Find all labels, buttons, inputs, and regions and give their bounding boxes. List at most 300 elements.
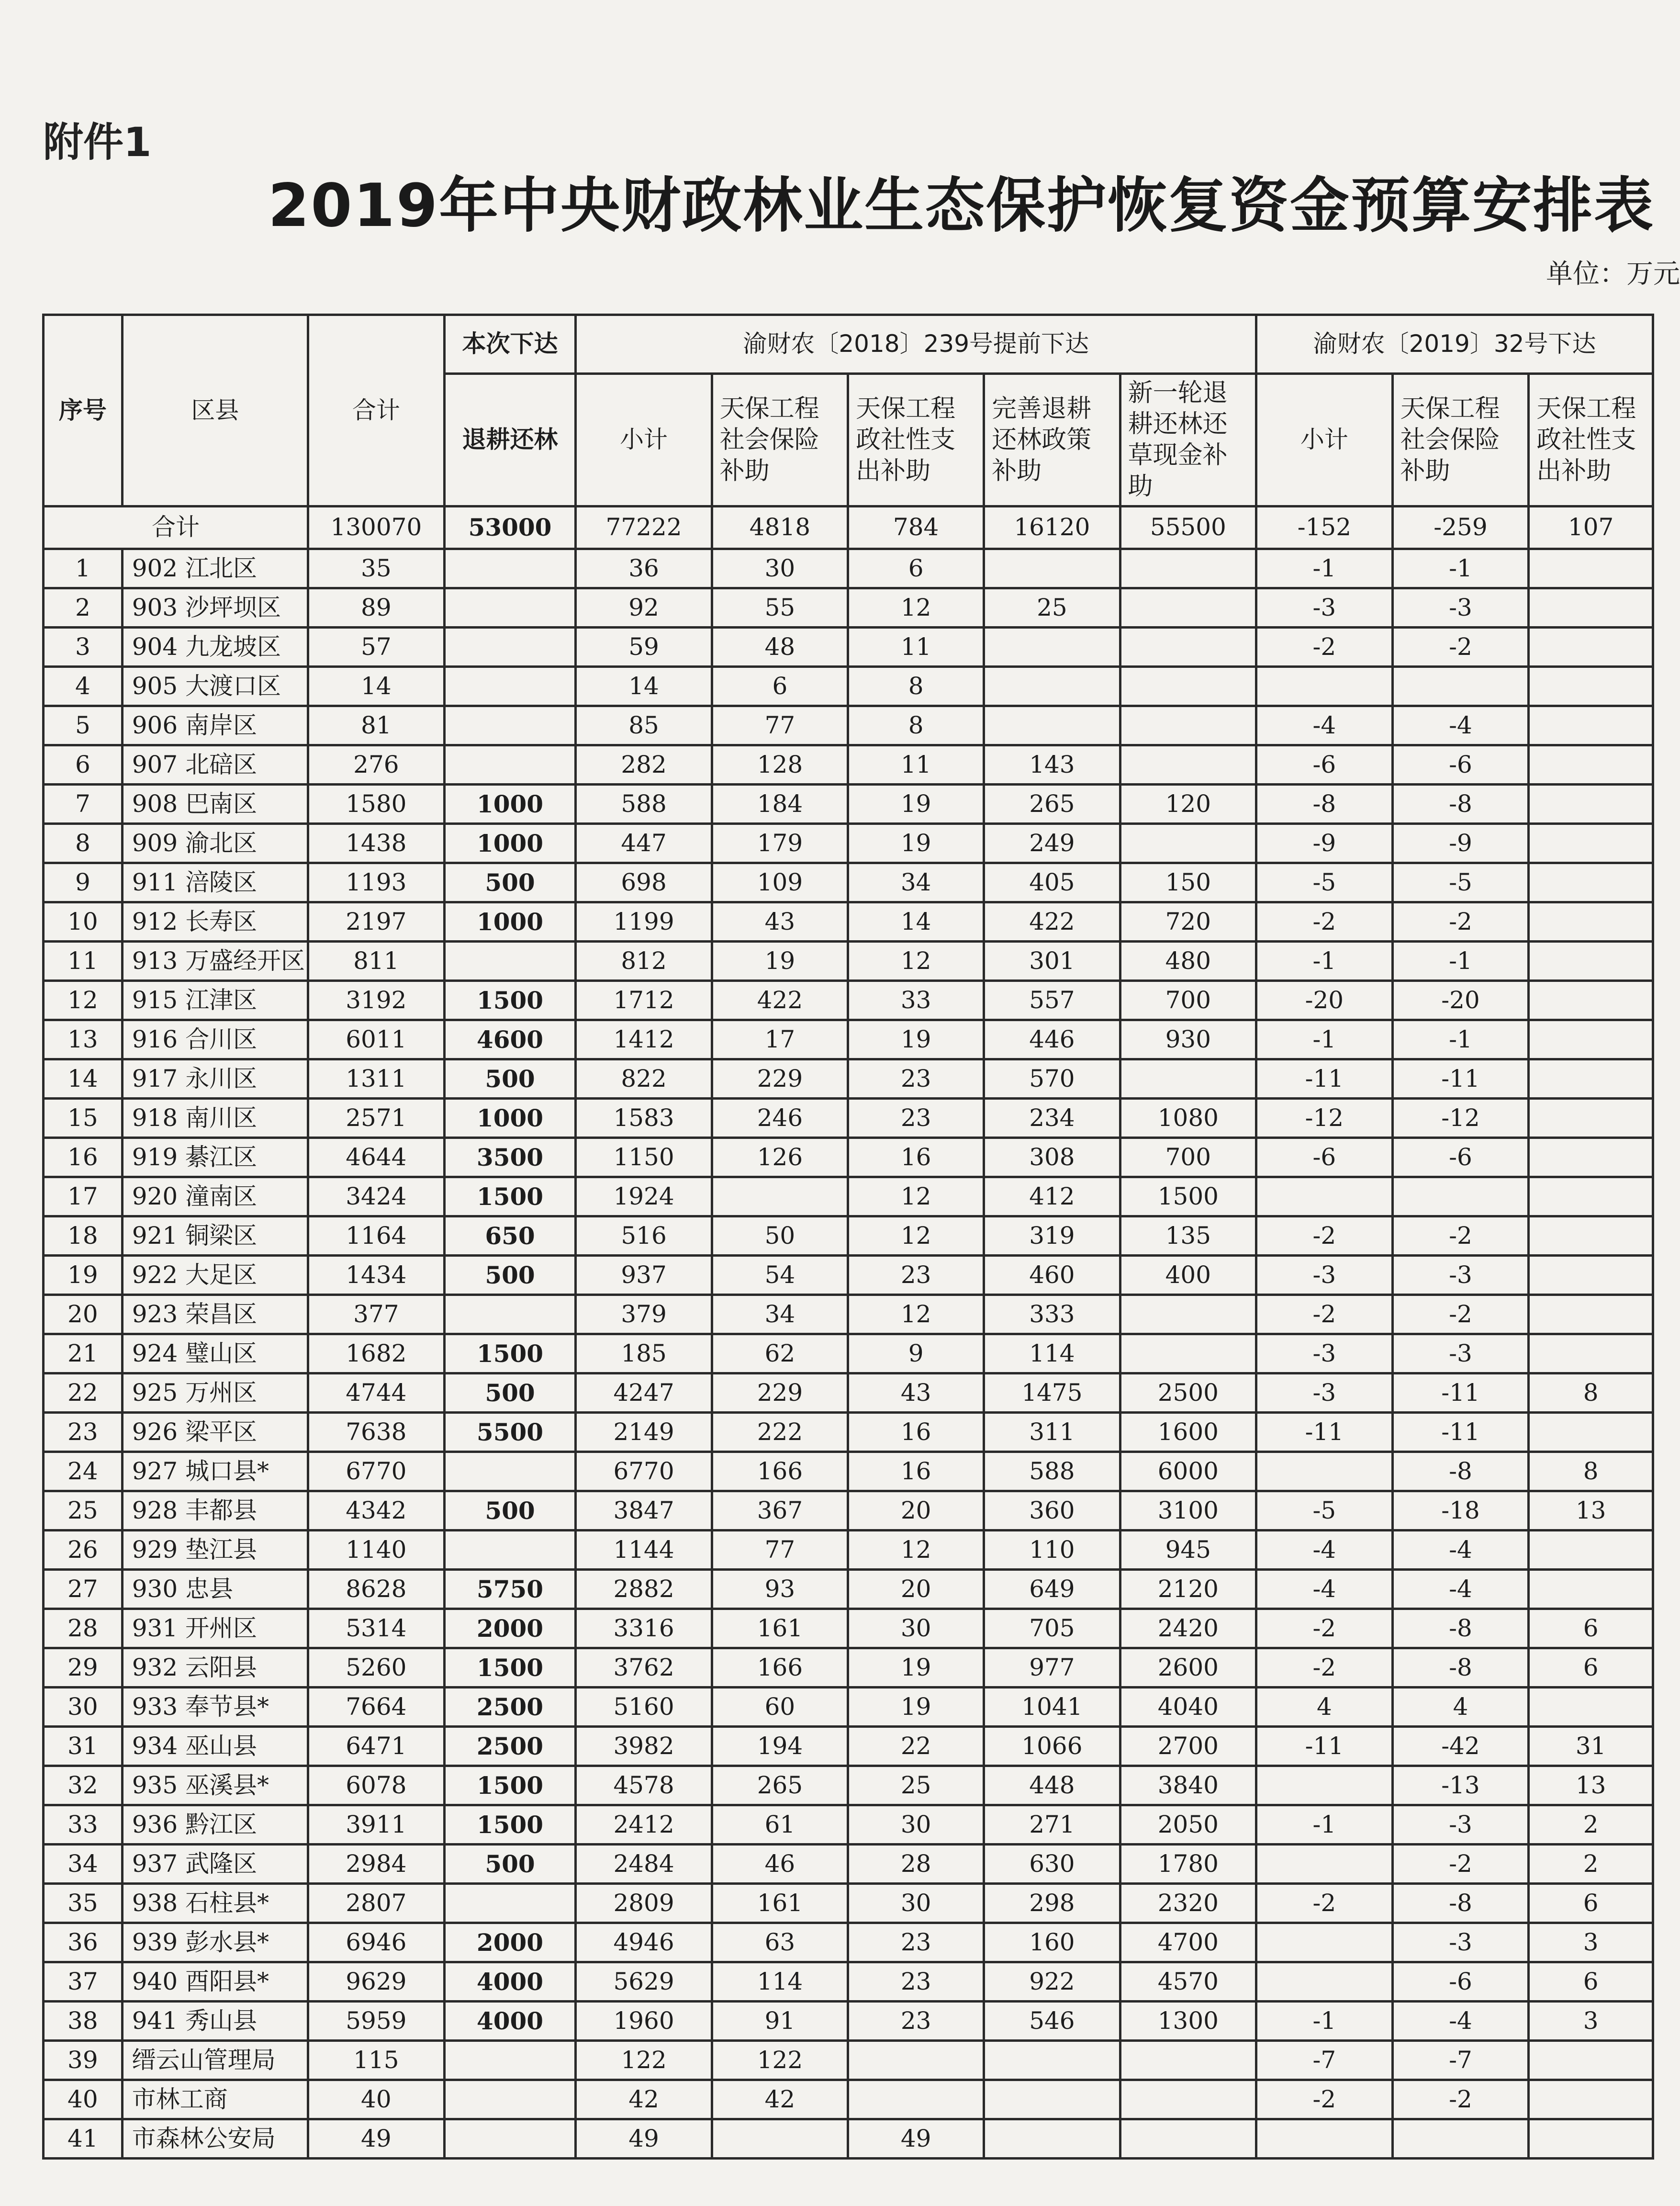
row-cell <box>444 1531 576 1570</box>
row-cell <box>1120 2119 1256 2159</box>
row-cell: -8 <box>1392 1452 1529 1491</box>
row-cell: -8 <box>1392 1648 1529 1688</box>
row-seq: 14 <box>44 1059 123 1099</box>
row-cell: 2571 <box>308 1099 445 1138</box>
row-seq: 9 <box>44 863 123 902</box>
row-cell: -9 <box>1392 824 1529 863</box>
row-seq: 23 <box>44 1413 123 1452</box>
row-cell <box>1529 1531 1653 1570</box>
row-cell: 3 <box>1529 1923 1653 1962</box>
row-cell: 500 <box>444 1491 576 1531</box>
row-seq: 18 <box>44 1216 123 1256</box>
row-cell: 3100 <box>1120 1491 1256 1531</box>
row-seq: 29 <box>44 1648 123 1688</box>
row-cell: 12 <box>848 1295 984 1334</box>
row-cell <box>1120 588 1256 628</box>
row-cell: 2000 <box>444 1923 576 1962</box>
table-row <box>44 1138 1653 1177</box>
row-district: 913 万盛经开区 <box>122 942 308 981</box>
row-cell: 6011 <box>308 1020 445 1059</box>
row-cell <box>984 667 1120 706</box>
table-row <box>44 2080 1653 2119</box>
row-cell: 448 <box>984 1766 1120 1805</box>
row-cell: 30 <box>848 1805 984 1845</box>
table-row <box>44 1491 1653 1531</box>
budget-table <box>42 314 1654 2160</box>
row-cell <box>444 1452 576 1491</box>
row-cell <box>1529 863 1653 902</box>
row-cell: 19 <box>848 1688 984 1727</box>
row-cell: 59 <box>576 628 712 667</box>
row-cell <box>1529 1570 1653 1609</box>
table-row <box>44 1295 1653 1334</box>
row-cell: 1000 <box>444 1099 576 1138</box>
header-adj-subtotal: 小计 <box>1256 374 1393 506</box>
row-cell: 3982 <box>576 1727 712 1766</box>
row-cell: 3424 <box>308 1177 445 1216</box>
row-cell <box>984 2080 1120 2119</box>
row-cell: 13 <box>1529 1766 1653 1805</box>
row-cell: 5629 <box>576 1962 712 2002</box>
table-row <box>44 1570 1653 1609</box>
row-cell <box>1529 824 1653 863</box>
row-cell <box>1120 824 1256 863</box>
row-cell <box>1120 628 1256 667</box>
table-row <box>44 785 1653 824</box>
attachment-label: 附件1 <box>43 119 152 166</box>
row-cell: 570 <box>984 1059 1120 1099</box>
row-cell: 1924 <box>576 1177 712 1216</box>
row-cell: 194 <box>712 1727 848 1766</box>
table-body <box>44 506 1653 2159</box>
row-cell: 1682 <box>308 1334 445 1373</box>
row-cell <box>848 2080 984 2119</box>
row-cell: 5314 <box>308 1609 445 1648</box>
row-seq: 26 <box>44 1531 123 1570</box>
row-cell: 977 <box>984 1648 1120 1688</box>
row-cell: 3 <box>1529 2002 1653 2041</box>
row-cell: 1066 <box>984 1727 1120 1766</box>
row-cell: 1311 <box>308 1059 445 1099</box>
row-cell: 1500 <box>444 1648 576 1688</box>
row-cell: 4000 <box>444 2002 576 2041</box>
row-cell: 1300 <box>1120 2002 1256 2041</box>
row-cell: 143 <box>984 745 1120 785</box>
row-cell <box>1120 2041 1256 2080</box>
total-cell: 53000 <box>444 506 576 549</box>
row-cell: 2809 <box>576 1884 712 1923</box>
row-cell <box>1529 628 1653 667</box>
row-district: 929 垫江县 <box>122 1531 308 1570</box>
table-row <box>44 2002 1653 2041</box>
row-seq: 13 <box>44 1020 123 1059</box>
row-cell: 265 <box>984 785 1120 824</box>
row-cell: 4 <box>1392 1688 1529 1727</box>
row-cell: 161 <box>712 1609 848 1648</box>
row-district: 911 涪陵区 <box>122 863 308 902</box>
row-cell: 8 <box>848 667 984 706</box>
row-cell <box>444 745 576 785</box>
header-adj-social: 天保工程社会保险补助 <box>1392 374 1529 506</box>
row-cell: 412 <box>984 1177 1120 1216</box>
row-cell: 1712 <box>576 981 712 1020</box>
row-cell <box>444 549 576 588</box>
row-cell: 5160 <box>576 1688 712 1727</box>
row-cell: 9629 <box>308 1962 445 2002</box>
row-cell: 6 <box>1529 1962 1653 2002</box>
row-cell: -11 <box>1256 1413 1393 1452</box>
row-cell: 30 <box>712 549 848 588</box>
table-row <box>44 549 1653 588</box>
total-cell: -152 <box>1256 506 1393 549</box>
row-cell: 126 <box>712 1138 848 1177</box>
row-seq: 10 <box>44 902 123 942</box>
row-seq: 30 <box>44 1688 123 1727</box>
row-cell: -3 <box>1392 1256 1529 1295</box>
row-cell: 22 <box>848 1727 984 1766</box>
row-cell: 9 <box>848 1334 984 1373</box>
row-district: 935 巫溪县* <box>122 1766 308 1805</box>
row-cell: 42 <box>576 2080 712 2119</box>
row-cell: 1434 <box>308 1256 445 1295</box>
row-cell: 630 <box>984 1845 1120 1884</box>
row-cell: -2 <box>1392 1216 1529 1256</box>
row-cell: 89 <box>308 588 445 628</box>
row-cell: 61 <box>712 1805 848 1845</box>
row-cell: 55 <box>712 588 848 628</box>
row-cell: -13 <box>1392 1766 1529 1805</box>
row-district: 907 北碚区 <box>122 745 308 785</box>
row-district: 930 忠县 <box>122 1570 308 1609</box>
row-cell <box>1256 1923 1393 1962</box>
total-cell: 55500 <box>1120 506 1256 549</box>
row-cell <box>444 706 576 745</box>
row-cell <box>444 1295 576 1334</box>
row-cell: 48 <box>712 628 848 667</box>
row-cell: 6078 <box>308 1766 445 1805</box>
row-cell <box>1529 2041 1653 2080</box>
row-cell: -6 <box>1392 1138 1529 1177</box>
row-cell: -7 <box>1392 2041 1529 2080</box>
row-cell: 30 <box>848 1609 984 1648</box>
row-cell: 49 <box>848 2119 984 2159</box>
row-cell: 446 <box>984 1020 1120 1059</box>
header-prev-policy: 天保工程政社性支出补助 <box>848 374 984 506</box>
row-district: 902 江北区 <box>122 549 308 588</box>
row-cell: -2 <box>1392 2080 1529 2119</box>
row-cell: 5500 <box>444 1413 576 1452</box>
row-cell: 700 <box>1120 981 1256 1020</box>
row-cell: 161 <box>712 1884 848 1923</box>
row-cell: 4 <box>1256 1688 1393 1727</box>
row-cell <box>1529 785 1653 824</box>
table-row <box>44 1962 1653 2002</box>
row-cell: 500 <box>444 1059 576 1099</box>
row-cell: 229 <box>712 1059 848 1099</box>
row-cell <box>1529 942 1653 981</box>
row-district: 903 沙坪坝区 <box>122 588 308 628</box>
row-cell <box>1256 1177 1393 1216</box>
row-cell: 122 <box>576 2041 712 2080</box>
row-cell: 16 <box>848 1138 984 1177</box>
row-seq: 41 <box>44 2119 123 2159</box>
row-cell <box>1529 981 1653 1020</box>
row-cell: 460 <box>984 1256 1120 1295</box>
row-cell: 2120 <box>1120 1570 1256 1609</box>
table-row <box>44 1334 1653 1373</box>
row-cell: 6 <box>1529 1609 1653 1648</box>
row-cell <box>1529 1177 1653 1216</box>
row-cell: 25 <box>848 1766 984 1805</box>
row-cell: -3 <box>1392 1334 1529 1373</box>
row-cell: -4 <box>1392 1531 1529 1570</box>
row-cell <box>1529 1295 1653 1334</box>
row-cell: 3840 <box>1120 1766 1256 1805</box>
row-cell <box>984 706 1120 745</box>
row-cell: -6 <box>1392 745 1529 785</box>
row-cell: -8 <box>1392 785 1529 824</box>
table-row <box>44 1177 1653 1216</box>
row-cell <box>1529 1688 1653 1727</box>
table-row <box>44 706 1653 745</box>
row-cell: -12 <box>1392 1099 1529 1138</box>
row-cell: 1500 <box>1120 1177 1256 1216</box>
row-cell: 6770 <box>308 1452 445 1491</box>
row-cell: 1000 <box>444 785 576 824</box>
row-cell: 1960 <box>576 2002 712 2041</box>
row-cell <box>1529 1138 1653 1177</box>
row-cell: 34 <box>712 1295 848 1334</box>
row-cell <box>984 549 1120 588</box>
row-cell: 2484 <box>576 1845 712 1884</box>
row-cell: 360 <box>984 1491 1120 1531</box>
row-cell <box>1529 1099 1653 1138</box>
row-cell: 1164 <box>308 1216 445 1256</box>
row-cell: -11 <box>1392 1373 1529 1413</box>
row-cell: 5750 <box>444 1570 576 1609</box>
table-row <box>44 628 1653 667</box>
row-cell: 28 <box>848 1845 984 1884</box>
row-cell <box>1529 745 1653 785</box>
row-cell: -6 <box>1256 745 1393 785</box>
row-cell: 265 <box>712 1766 848 1805</box>
row-seq: 12 <box>44 981 123 1020</box>
row-district: 919 綦江区 <box>122 1138 308 1177</box>
row-cell: 8628 <box>308 1570 445 1609</box>
row-cell: 3500 <box>444 1138 576 1177</box>
row-cell: 120 <box>1120 785 1256 824</box>
row-cell: 16 <box>848 1413 984 1452</box>
table-row <box>44 1059 1653 1099</box>
row-cell: 308 <box>984 1138 1120 1177</box>
row-cell: 3847 <box>576 1491 712 1531</box>
row-cell: 8 <box>1529 1373 1653 1413</box>
row-cell: 1193 <box>308 863 445 902</box>
row-seq: 27 <box>44 1570 123 1609</box>
row-seq: 6 <box>44 745 123 785</box>
row-cell: -2 <box>1392 1845 1529 1884</box>
row-cell: 19 <box>848 1648 984 1688</box>
row-cell: -9 <box>1256 824 1393 863</box>
row-cell: 4700 <box>1120 1923 1256 1962</box>
row-cell: 42 <box>712 2080 848 2119</box>
row-cell <box>1120 706 1256 745</box>
table-row <box>44 1609 1653 1648</box>
row-cell <box>1529 1216 1653 1256</box>
row-cell <box>1529 2119 1653 2159</box>
row-cell: 1500 <box>444 981 576 1020</box>
row-district: 917 永川区 <box>122 1059 308 1099</box>
row-cell: 546 <box>984 2002 1120 2041</box>
row-cell: -11 <box>1256 1059 1393 1099</box>
row-cell: -3 <box>1256 1334 1393 1373</box>
total-cell: 107 <box>1529 506 1653 549</box>
row-cell: 160 <box>984 1923 1120 1962</box>
row-cell: -1 <box>1392 549 1529 588</box>
row-cell: -1 <box>1256 1020 1393 1059</box>
total-cell: -259 <box>1392 506 1529 549</box>
row-cell: 3762 <box>576 1648 712 1688</box>
table-row <box>44 1688 1653 1727</box>
row-cell: 31 <box>1529 1727 1653 1766</box>
row-seq: 16 <box>44 1138 123 1177</box>
row-cell: 109 <box>712 863 848 902</box>
row-cell: -6 <box>1392 1962 1529 2002</box>
row-cell: 3316 <box>576 1609 712 1648</box>
row-cell: 115 <box>308 2041 445 2080</box>
row-seq: 17 <box>44 1177 123 1216</box>
row-cell: 19 <box>848 785 984 824</box>
row-cell <box>1529 1059 1653 1099</box>
row-cell: 50 <box>712 1216 848 1256</box>
header-prev-group: 渝财农〔2018〕239号提前下达 <box>576 315 1256 374</box>
row-cell <box>1392 667 1529 706</box>
row-cell <box>984 628 1120 667</box>
row-cell: 62 <box>712 1334 848 1373</box>
table-row <box>44 1805 1653 1845</box>
row-cell: 447 <box>576 824 712 863</box>
row-cell: 500 <box>444 863 576 902</box>
row-cell: 12 <box>848 942 984 981</box>
row-cell: 298 <box>984 1884 1120 1923</box>
row-cell: -5 <box>1256 863 1393 902</box>
row-cell: 720 <box>1120 902 1256 942</box>
row-cell: -4 <box>1256 1570 1393 1609</box>
table-row <box>44 745 1653 785</box>
row-seq: 40 <box>44 2080 123 2119</box>
total-label: 合计 <box>44 506 308 549</box>
row-cell <box>444 2119 576 2159</box>
row-seq: 39 <box>44 2041 123 2080</box>
row-cell: 46 <box>712 1845 848 1884</box>
row-cell <box>1256 1962 1393 2002</box>
table-row <box>44 2119 1653 2159</box>
table-row <box>44 824 1653 863</box>
row-district: 922 大足区 <box>122 1256 308 1295</box>
row-cell: 1500 <box>444 1805 576 1845</box>
row-cell: -2 <box>1392 1295 1529 1334</box>
row-cell: 185 <box>576 1334 712 1373</box>
row-cell <box>1529 588 1653 628</box>
row-seq: 25 <box>44 1491 123 1531</box>
row-cell: 7638 <box>308 1413 445 1452</box>
row-cell: 49 <box>576 2119 712 2159</box>
table-row <box>44 1923 1653 1962</box>
row-seq: 21 <box>44 1334 123 1373</box>
row-cell: 282 <box>576 745 712 785</box>
row-cell <box>444 588 576 628</box>
row-cell: 1140 <box>308 1531 445 1570</box>
row-cell: -8 <box>1256 785 1393 824</box>
row-cell: 229 <box>712 1373 848 1413</box>
row-cell: -2 <box>1392 628 1529 667</box>
row-cell: 12 <box>848 588 984 628</box>
total-cell: 130070 <box>308 506 445 549</box>
row-cell: 271 <box>984 1805 1120 1845</box>
row-seq: 7 <box>44 785 123 824</box>
row-cell <box>1120 745 1256 785</box>
row-seq: 33 <box>44 1805 123 1845</box>
total-cell: 16120 <box>984 506 1120 549</box>
row-cell: 6946 <box>308 1923 445 1962</box>
row-seq: 31 <box>44 1727 123 1766</box>
row-cell: 700 <box>1120 1138 1256 1177</box>
row-seq: 19 <box>44 1256 123 1295</box>
row-cell: -6 <box>1256 1138 1393 1177</box>
row-cell: 5260 <box>308 1648 445 1688</box>
row-cell: 114 <box>984 1334 1120 1373</box>
row-cell: -4 <box>1392 706 1529 745</box>
row-cell: 311 <box>984 1413 1120 1452</box>
row-cell: 5959 <box>308 2002 445 2041</box>
row-cell: 4578 <box>576 1766 712 1805</box>
row-cell: 8 <box>1529 1452 1653 1491</box>
row-cell: 922 <box>984 1962 1120 2002</box>
row-cell <box>1120 2080 1256 2119</box>
row-district: 923 荣昌区 <box>122 1295 308 1334</box>
row-seq: 11 <box>44 942 123 981</box>
row-cell <box>712 2119 848 2159</box>
row-cell: 1600 <box>1120 1413 1256 1452</box>
row-cell: -8 <box>1392 1609 1529 1648</box>
row-cell: -1 <box>1256 549 1393 588</box>
row-cell: 36 <box>576 549 712 588</box>
row-cell: 63 <box>712 1923 848 1962</box>
row-district: 925 万州区 <box>122 1373 308 1413</box>
row-cell: 135 <box>1120 1216 1256 1256</box>
row-cell: 92 <box>576 588 712 628</box>
table-row <box>44 1648 1653 1688</box>
row-cell: 405 <box>984 863 1120 902</box>
row-cell <box>1529 1334 1653 1373</box>
row-district: 918 南川区 <box>122 1099 308 1138</box>
row-cell: 400 <box>1120 1256 1256 1295</box>
row-cell <box>1256 1766 1393 1805</box>
row-district: 926 梁平区 <box>122 1413 308 1452</box>
table-header <box>44 315 1653 506</box>
row-cell: 650 <box>444 1216 576 1256</box>
row-cell: 276 <box>308 745 445 785</box>
row-cell: 422 <box>712 981 848 1020</box>
row-cell: 1041 <box>984 1688 1120 1727</box>
row-cell <box>1529 667 1653 706</box>
row-district: 940 酉阳县* <box>122 1962 308 2002</box>
row-cell: 2984 <box>308 1845 445 1884</box>
row-cell: 93 <box>712 1570 848 1609</box>
row-cell: 4040 <box>1120 1688 1256 1727</box>
row-cell: 11 <box>848 628 984 667</box>
table-row <box>44 1452 1653 1491</box>
